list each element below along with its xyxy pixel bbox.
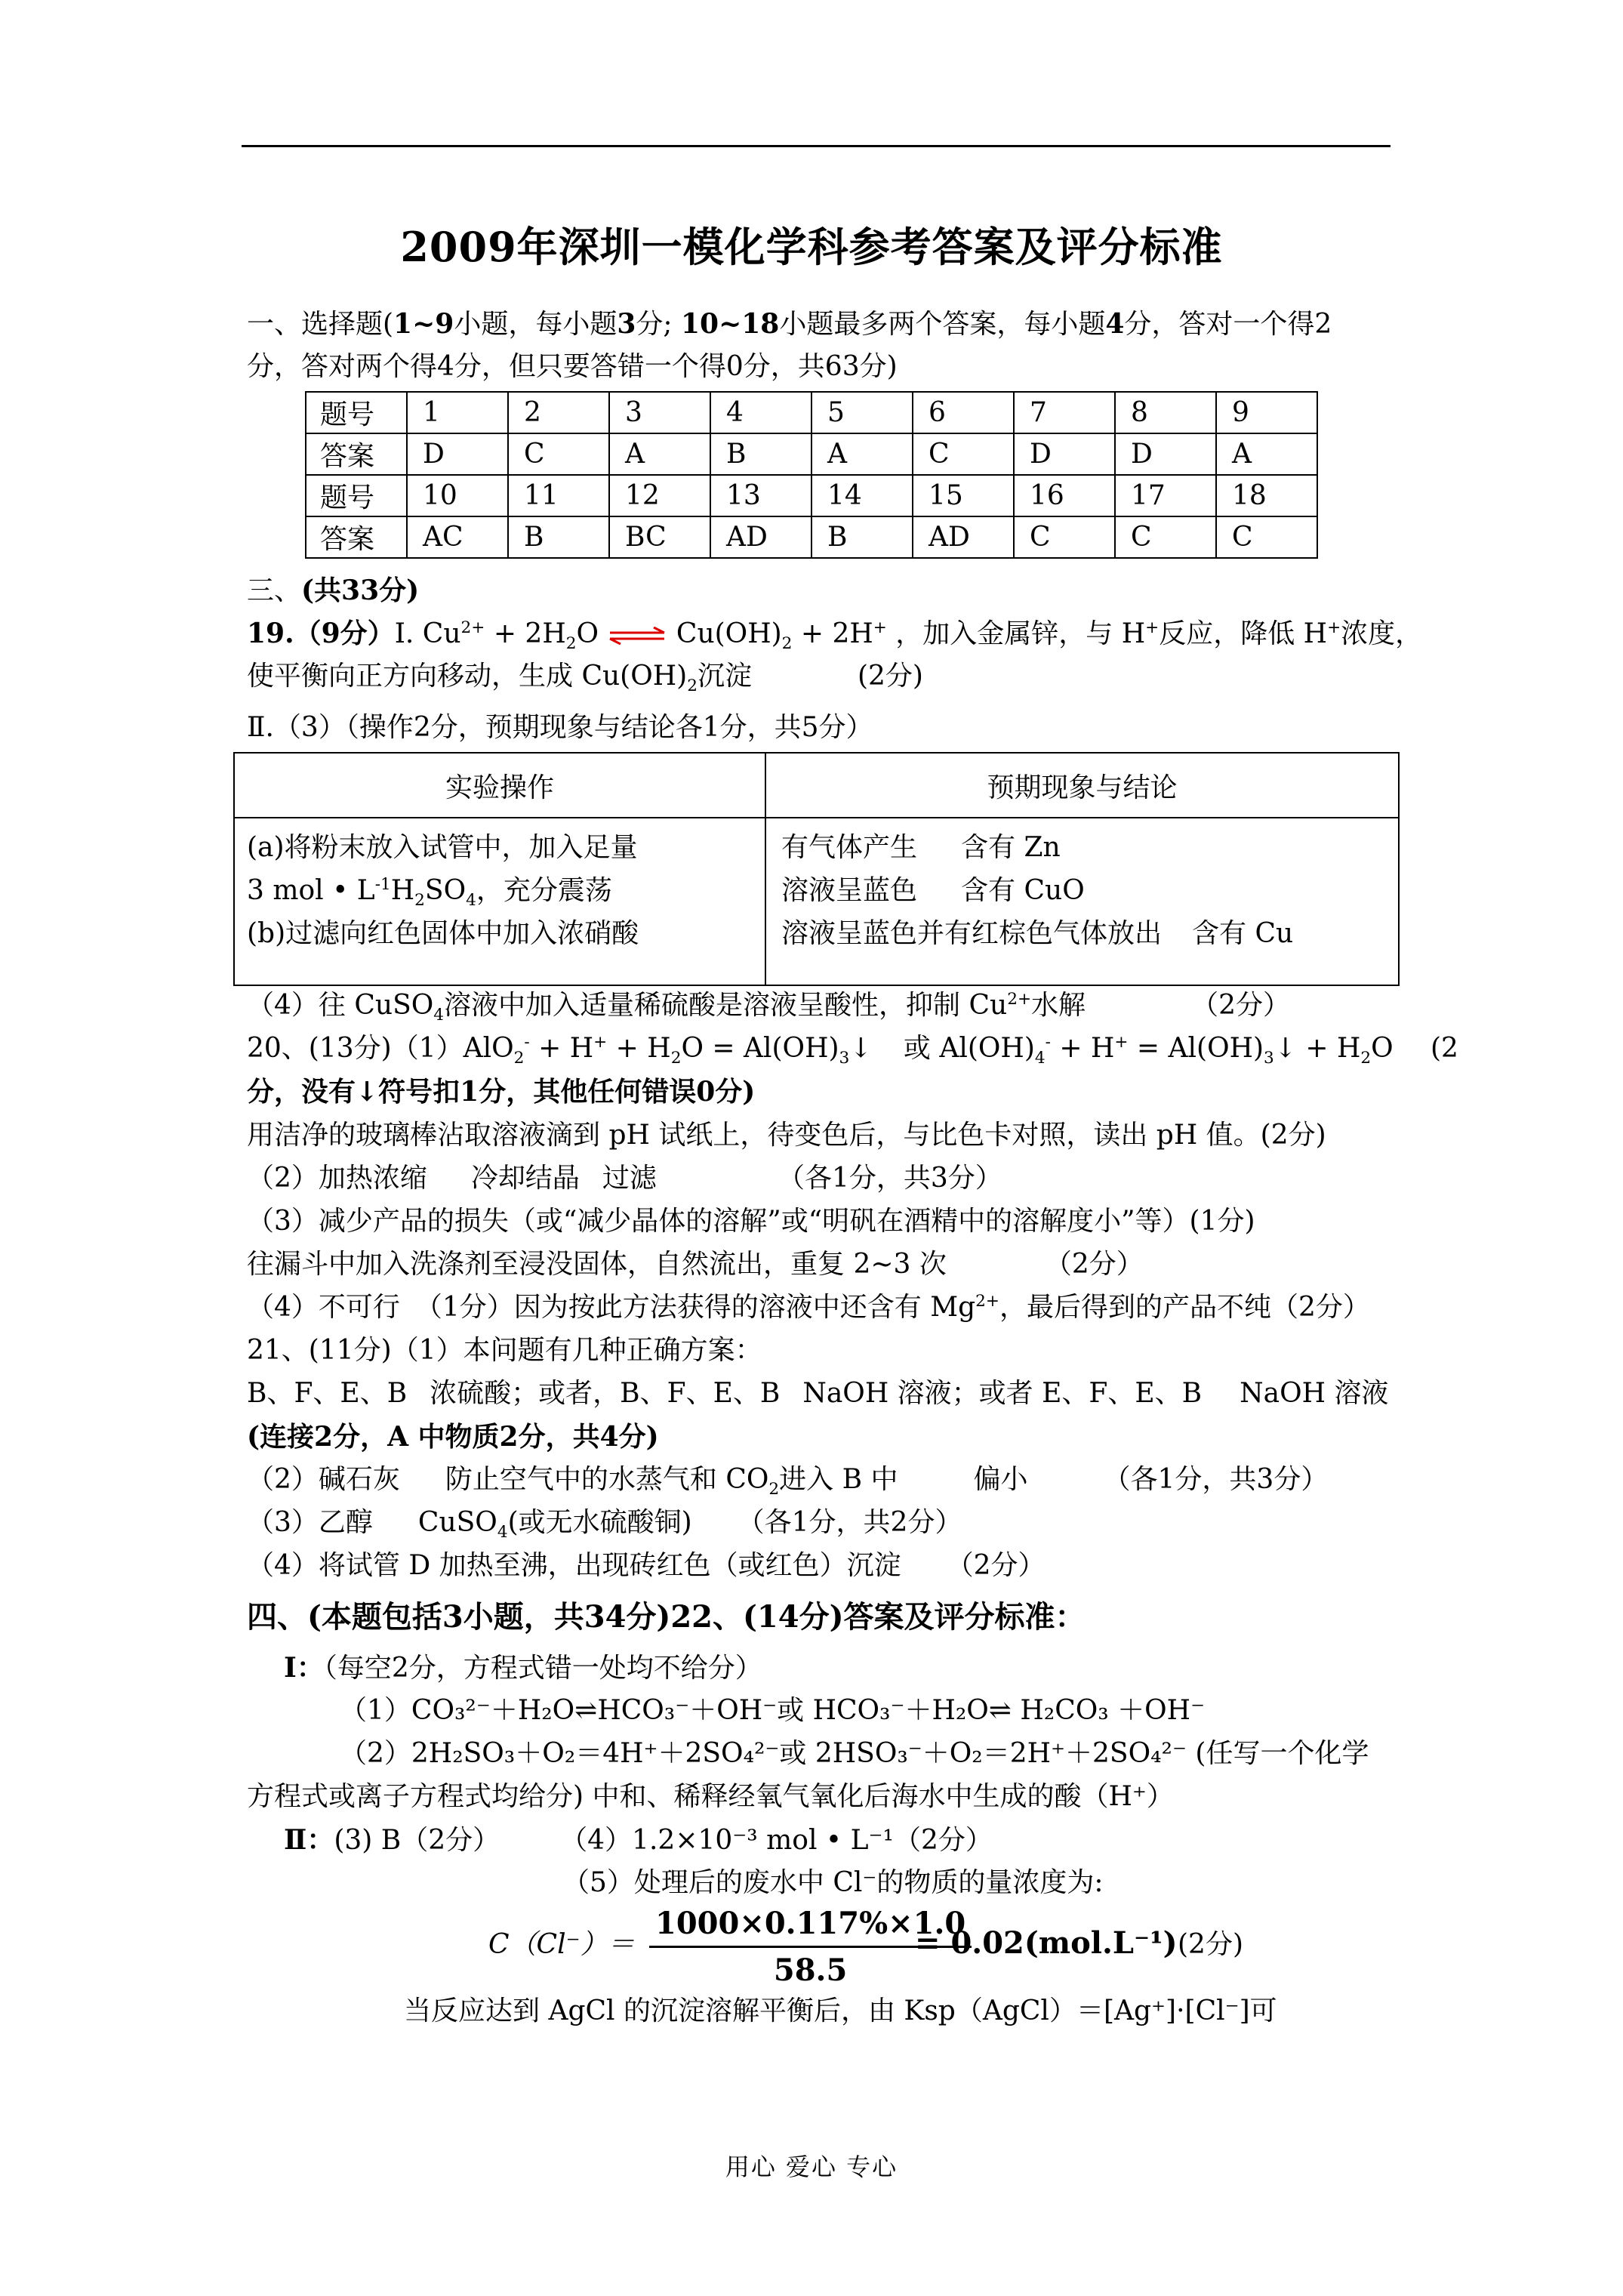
q20-line2: 分，没有↓符号扣1分，其他任何错误0分) — [247, 1076, 756, 1108]
sec4-heading: 四、(本题包括3小题，共34分)22、(14分)答案及评分标准： — [247, 1599, 1086, 1635]
answer-table — [305, 391, 1318, 559]
sec4-last-line: 当反应达到 AgCl 的沉淀溶解平衡后，由 Ksp（AgCl）＝[Ag⁺]·[Cl⁻]可 — [404, 1996, 1277, 2026]
table-row — [306, 392, 1317, 433]
table-cell: C — [1014, 516, 1115, 558]
table-cell: 8 — [1115, 392, 1216, 433]
table-cell: C — [1216, 516, 1317, 558]
table-cell: 13 — [710, 475, 812, 516]
row-header-cell: 题号 — [306, 475, 407, 516]
sec4-eq3: 方程式或离子方程式均给分) 中和、稀释经氧气氧化后海水中生成的酸（H⁺） — [247, 1781, 1174, 1812]
table-cell: 12 — [609, 475, 710, 516]
concentration-score: (2分) — [1178, 1929, 1243, 1960]
sec1-line1: 一、选择题(1~9小题，每小题3分; 10~18小题最多两个答案，每小题4分，答对一个得2 — [247, 308, 1332, 340]
sec4-part5-text: （5）处理后的废水中 Cl⁻的物质的量浓度为: — [562, 1867, 1104, 1898]
q21-line5: （3）乙醇 CuSO$_4$(或无水硫酸铜) （各1分，共2分） — [247, 1507, 962, 1542]
table-cell: B — [812, 516, 913, 558]
sec4-eq1: （1）CO₃²⁻＋H₂O⇌HCO₃⁻＋OH⁻或 HCO₃⁻＋H₂O⇌ H₂CO₃ ＋OH⁻ — [340, 1695, 1206, 1726]
q20-line6: 往漏斗中加入洗涤剂至浸没固体，自然流出，重复 2~3 次 （2分） — [247, 1249, 1144, 1280]
fraction-denominator: 58.5 — [773, 1952, 848, 1988]
q20-score-start: (2 — [1431, 1033, 1458, 1064]
exp-operation-cell: (a)将粉末放入试管中，加入足量 3 mol • $L^{-1}H_2SO_4$，充分震荡 (b)过滤向红色固体中加入浓硝酸 — [234, 818, 765, 985]
q20-line7: （4）不可行 （1分）因为按此方法获得的溶液中还含有 $Mg^{2+}$，最后得到的产品不纯（2分） — [247, 1292, 1370, 1323]
sec3-heading: 三、(共33分) — [247, 575, 420, 606]
sec1-line2: 分，答对两个得4分，但只要答错一个得0分，共63分) — [247, 351, 898, 382]
table-cell: 5 — [812, 392, 913, 433]
row-header-cell: 题号 — [306, 392, 407, 433]
q21-line6: （4）将试管 D 加热至沸，出现砖红色（或红色）沉淀 （2分） — [247, 1550, 1046, 1581]
table-cell: AD — [710, 516, 812, 558]
table-cell: 1 — [407, 392, 508, 433]
table-cell: 2 — [508, 392, 609, 433]
table-cell: 15 — [913, 475, 1014, 516]
fraction-numerator: 1000×0.117%×1.0 — [649, 1906, 972, 1948]
table-cell: 16 — [1014, 475, 1115, 516]
sec4-eq2: （2）2H₂SO₃＋O₂＝4H⁺＋2SO₄²⁻或 2HSO₃⁻＋O₂＝2H⁺＋2SO₄²⁻ (任写一个化学 — [340, 1738, 1369, 1769]
table-cell: AC — [407, 516, 508, 558]
sec4-part1-label: Ⅰ：（每空2分，方程式错一处均不给分） — [284, 1652, 762, 1684]
table-cell: B — [508, 516, 609, 558]
page-footer: 用心 爱心 专心 — [725, 2153, 898, 2181]
exp-header-result: 预期现象与结论 — [765, 753, 1399, 818]
table-row — [306, 516, 1317, 558]
exp-header-operation: 实验操作 — [234, 753, 765, 818]
row-header-cell: 答案 — [306, 433, 407, 475]
table-cell: C — [508, 433, 609, 475]
table-cell: BC — [609, 516, 710, 558]
q20-line3: 用洁净的玻璃棒沾取溶液滴到 pH 试纸上，待变色后，与比色卡对照，读出 pH 值。(2分) — [247, 1120, 1326, 1151]
q20-line4: （2）加热浓缩 冷却结晶 过滤 （各1分，共3分） — [247, 1163, 1002, 1194]
q21-line1: 21、(11分)（1）本问题有几种正确方案： — [247, 1335, 762, 1366]
table-cell: D — [1115, 433, 1216, 475]
table-cell: 18 — [1216, 475, 1317, 516]
table-row — [306, 475, 1317, 516]
table-cell: 6 — [913, 392, 1014, 433]
header-rule — [242, 145, 1390, 147]
concentration-result: = 0.02(mol.L⁻¹) — [915, 1925, 1178, 1961]
exp-result-cell: 有气体产生 含有 Zn 溶液呈蓝色 含有 CuO 溶液呈蓝色并有红棕色气体放出 含有 Cu — [765, 818, 1399, 985]
sec4-part2-line: Ⅱ：(3) B（2分） （4）1.2×10⁻³ mol • L⁻¹（2分） — [284, 1824, 993, 1856]
table-cell: D — [407, 433, 508, 475]
q19-line2: 使平衡向正方向移动，生成 $Cu(OH)_2$沉淀 (2分) — [247, 661, 923, 696]
q19-part2-heading: Ⅱ.（3）（操作2分，预期现象与结论各1分，共5分） — [247, 712, 873, 743]
table-cell: 4 — [710, 392, 812, 433]
table-cell: 9 — [1216, 392, 1317, 433]
page-title: 2009年深圳一模化学科参考答案及评分标准 — [400, 223, 1223, 271]
table-cell: B — [710, 433, 812, 475]
table-cell: A — [1216, 433, 1317, 475]
experiment-table — [233, 752, 1400, 986]
q20-line5: （3）减少产品的损失（或“减少晶体的溶解”或“明矾在酒精中的溶解度小”等）(1分) — [247, 1206, 1255, 1237]
q21-line4: （2）碱石灰 防止空气中的水蒸气和 $CO_2$进入 B 中 偏小 （各1分，共3分） — [247, 1464, 1329, 1499]
table-cell: 3 — [609, 392, 710, 433]
table-cell: 17 — [1115, 475, 1216, 516]
table-cell: C — [1115, 516, 1216, 558]
table-row — [306, 433, 1317, 475]
row-header-cell: 答案 — [306, 516, 407, 558]
table-cell: 10 — [407, 475, 508, 516]
table-cell: AD — [913, 516, 1014, 558]
q21-line2: B、F、E、B 浓硫酸；或者，B、F、E、B NaOH 溶液；或者 E、F、E、B NaOH 溶液 — [247, 1378, 1389, 1409]
q19-part4: （4）往 CuSO$_4$溶液中加入适量稀硫酸是溶液呈酸性，抑制 $Cu^{2+}$水解 （2分） — [247, 990, 1290, 1025]
q20-line1: 20、(13分)$(1)AlO_2^- + H^+ + H_2O$ = $Al(OH)_3↓$ 或 $Al(OH)_4^- + H^+$ = $Al(OH)_3↓ + H_2O$ — [247, 1033, 1394, 1068]
concentration-label: C（Cl⁻）＝ — [488, 1929, 635, 1960]
q19-line1: 19.（9分）Ⅰ. $Cu^{2+} + 2H_2O$ $Cu(OH)_2 + 2H^+$ ，加入金属锌，与 H+反应，降低 H+浓度， — [247, 618, 1423, 654]
table-cell: A — [812, 433, 913, 475]
table-cell: 7 — [1014, 392, 1115, 433]
equilibrium-arrow-icon — [607, 627, 667, 645]
table-cell: D — [1014, 433, 1115, 475]
table-cell: 11 — [508, 475, 609, 516]
table-cell: A — [609, 433, 710, 475]
table-cell: 14 — [812, 475, 913, 516]
q21-line3: (连接2分，A 中物质2分，共4分) — [247, 1421, 659, 1453]
table-cell: C — [913, 433, 1014, 475]
